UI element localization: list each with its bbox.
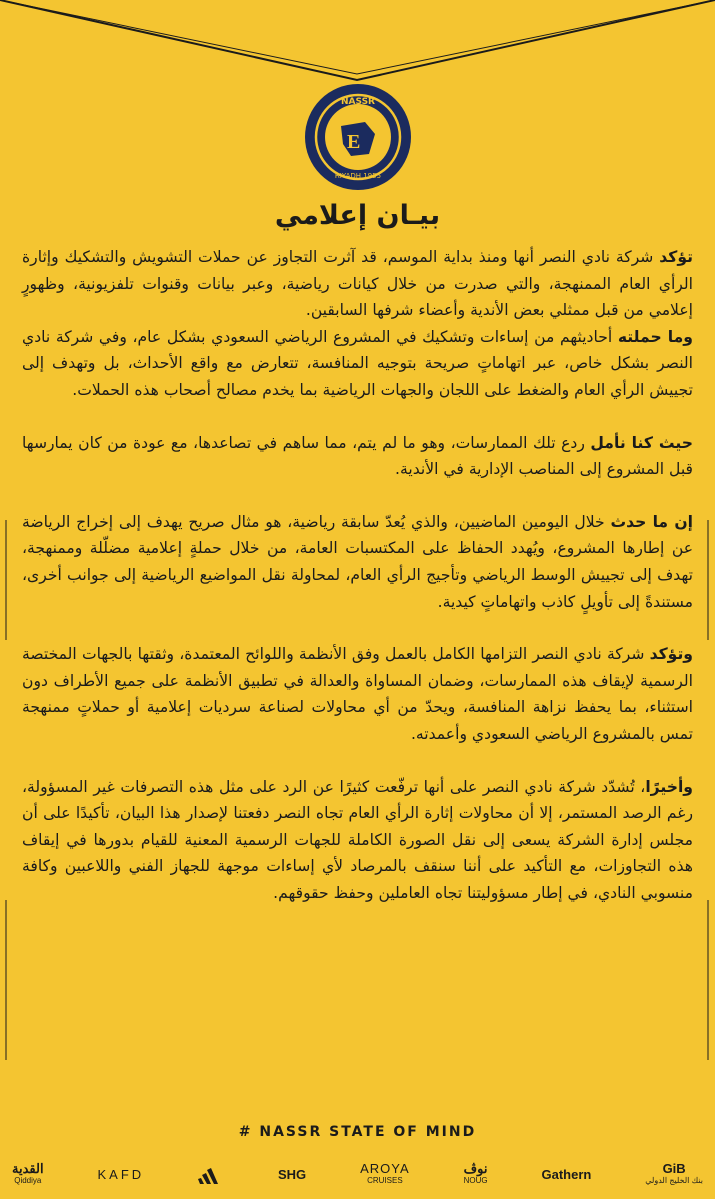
sponsor-adidas [198,1166,224,1184]
sponsor-shg: SHG [278,1167,307,1182]
paragraph-5: وتؤكد شركة نادي النصر التزامها الكامل بالعمل وفق الأنظمة واللوائح المعتمدة، وثقتها بالجهات المختصة الرسمية لإيقاف هذه الممارسات، وضمان المساواة والعدالة في تطبيق الأنظمة على جميع الأطراف دون استثناء، بما يحفظ نزاهة المنافسة، ويحدّ من أي محاولات لصناعة سرديات إعلامية أو حملاتٍ ممنهجة تمس بالمشروع الرياضي السعودي وأعمدته. [22,645,693,743]
paragraph-2: وما حملته أحاديثهم من إساءات وتشكيك في المشروع الرياضي السعودي بشكل عام، وفي شركة نادي النصر بشكل خاص، عبر اتهاماتٍ صريحة بتوجيه المنافسة، تتعارض مع واقع الأحداث، بل وتهدف إلى تجييش الرأي العام والضغط على اللجان والجهات الرياضية بما يخدم مصالح أصحاب هذه الحملات. [22,327,693,399]
crest-bottom-text: RIYADH 1955 [334,172,381,180]
sponsor-noug: نوڤ NOUG [463,1161,488,1185]
sponsor-bar [12,1160,703,1190]
svg-text:E: E [346,131,360,153]
paragraph-3: حيث كنا نأمل ردع تلك الممارسات، وهو ما لم يتم، مما ساهم في تصاعدها، مع عودة من كان يمارسها قبل المشروع إلى المناصب الإدارية في الأندية. [22,433,693,479]
paragraph-4: إن ما حدث خلال اليومين الماضيين، والذي يُعدّ سابقة رياضية، هو مثال صريح يهدف إلى إخراج الرياضة عن إطارها المشروع، ويُهدد الحفاظ على المكتسبات العامة، من خلال حملةٍ إعلامية مضلّلة وممنهجة، تهدف إلى تجييش الوسط الرياضي وتأجيج الرأي العام، لمحاولة نقل المواضيع الرياضية إلى جوانب أخرى، مستندةً إلى تأويلٍ كاذب واتهاماتٍ كيدية. [22,512,693,611]
club-logo-container [0,82,715,192]
hashtag-slogan: # NASSR STATE OF MIND [238,1124,477,1140]
crest-top-text: NASSR [340,97,375,107]
sponsor-aroya: AROYA CRUISES [360,1161,410,1185]
sponsor-kafd: KAFD [97,1167,145,1182]
sponsor-qiddiya: القدية Qiddiya [12,1161,44,1185]
statement-title: بيـان إعلامي [274,200,441,231]
adidas-icon [198,1166,224,1184]
sponsor-gib: GiB بنك الخليج الدولي [645,1161,703,1185]
statement-body [22,244,693,906]
sponsor-gathern: Gathern [541,1167,592,1182]
paragraph-6: وأخيرًا، تُشدّد شركة نادي النصر على أنها ترفّعت كثيرًا عن الرد على مثل هذه التصرفات غير المسؤولة، رغم الرصد المستمر، إلا أن محاولات إثارة الرأي العام تجاه النصر دفعتنا لإصدار هذا البيان، تأكيدًا على أن مجلس إدارة الشركة يسعى إلى نقل الصورة الكاملة للجهات الرسمية المعنية للقيام بدورها في إيقاف هذه التجاوزات، مع التأكيد على أننا سنقف بالمرصاد لأي إساءات موجهة للجهاز الفني واللاعبين وكافة منسوبي النادي، في إطار مسؤوليتنا تجاه العاملين وحفظ حقوقهم. [22,777,693,902]
nassr-crest-icon [303,82,413,192]
paragraph-1: تؤكد شركة نادي النصر أنها ومنذ بداية الموسم، قد آثرت التجاوز عن حملات التشويش والتشكيك وإثارة الرأي العام الممنهجة، والتي صدرت من خلال كيانات رياضية، وعبر بيانات وقنوات تلفزيونية، وظهورٍ إعلامي من قبل ممثلي بعض الأندية وأعضاء شرفها السابقين. [22,248,693,320]
